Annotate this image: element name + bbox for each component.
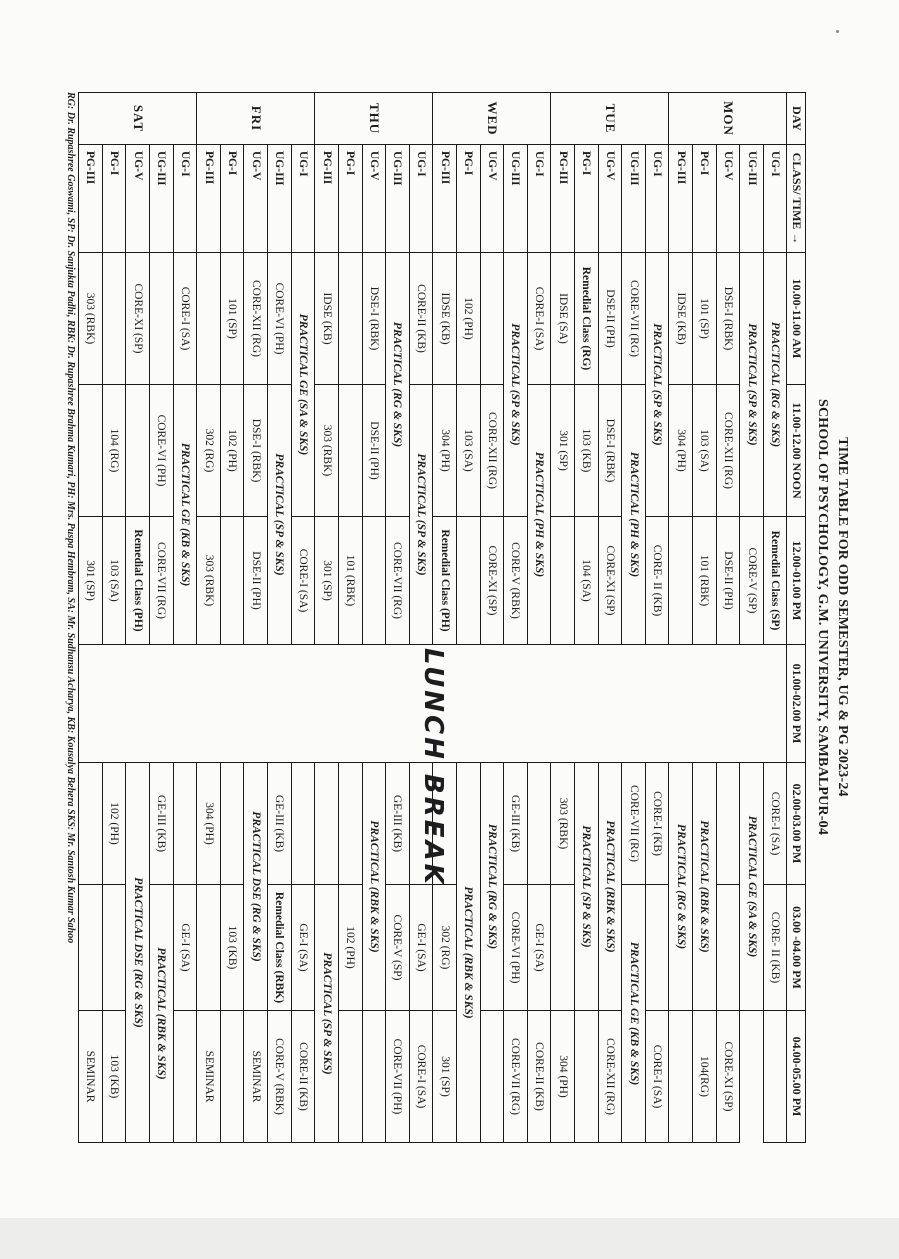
- class-cell: UG-I: [291, 145, 315, 253]
- schedule-cell: IDSE (SA): [551, 253, 575, 385]
- class-cell: UG-I: [173, 145, 197, 253]
- schedule-cell: [315, 763, 339, 885]
- schedule-cell: [480, 1011, 504, 1143]
- schedule-cell: [173, 1011, 197, 1143]
- table-row: [693, 93, 717, 1143]
- table-row: [220, 93, 244, 1143]
- table-row: [173, 93, 197, 1143]
- day-cell: MON: [669, 93, 787, 145]
- schedule-cell: PRACTICAL (SP & SKS): [409, 385, 433, 645]
- schedule-cell: [197, 253, 221, 385]
- schedule-cell: Remedial Class (RG): [575, 253, 599, 385]
- schedule-cell: PRACTICAL (SP & SKS): [575, 763, 599, 1011]
- schedule-cell: 303 (RBK): [79, 253, 103, 385]
- table-row: [150, 93, 174, 1143]
- day-cell: WED: [433, 93, 551, 145]
- schedule-cell: 102 (PH): [456, 253, 480, 385]
- schedule-cell: [291, 763, 315, 885]
- schedule-cell: [173, 763, 197, 885]
- schedule-cell: CORE-I (SA): [763, 763, 787, 885]
- class-cell: PG-I: [693, 145, 717, 253]
- schedule-cell: CORE-XII (RG): [480, 385, 504, 517]
- schedule-cell: 301 (SP): [551, 385, 575, 517]
- table-row: [763, 93, 787, 1143]
- class-cell: UG-III: [150, 145, 174, 253]
- table-row: [244, 93, 268, 1143]
- schedule-cell: 304 (PH): [551, 1011, 575, 1143]
- schedule-cell: GE-I (SA): [527, 885, 551, 1011]
- schedule-cell: [551, 885, 575, 1011]
- schedule-cell: PRACTICAL (PH & SKS): [527, 385, 551, 645]
- class-cell: UG-III: [504, 145, 528, 253]
- schedule-cell: DSE-II (PH): [362, 385, 386, 517]
- schedule-cell: 301 (SP): [79, 517, 103, 645]
- header-day: DAY: [787, 93, 806, 145]
- schedule-cell: [338, 1011, 362, 1143]
- class-cell: PG-I: [575, 145, 599, 253]
- schedule-cell: PRACTICAL DSE (RG & SKS): [244, 763, 268, 1011]
- timetable: [78, 92, 806, 1143]
- schedule-cell: CORE-XII (RG): [716, 385, 740, 517]
- class-cell: PG-III: [315, 145, 339, 253]
- schedule-cell: CORE-II (KB): [409, 253, 433, 385]
- schedule-cell: CORE-I (SA): [291, 517, 315, 645]
- table-row: [645, 93, 669, 1143]
- schedule-cell: [220, 1011, 244, 1143]
- schedule-cell: PRACTICAL GE (SA & SKS): [740, 763, 764, 1011]
- schedule-cell: [362, 517, 386, 645]
- lunch-break-label: LUNCH BREAK: [417, 648, 448, 887]
- day-cell: THU: [315, 93, 433, 145]
- schedule-cell: IDSE (KB): [669, 253, 693, 385]
- schedule-cell: 304 (PH): [197, 763, 221, 885]
- schedule-cell: DSE-II (PH): [716, 517, 740, 645]
- table-row: [291, 93, 315, 1143]
- schedule-cell: GE-III (KB): [150, 763, 174, 885]
- class-cell: UG-I: [409, 145, 433, 253]
- schedule-cell: PRACTICAL (RG & SKS): [480, 763, 504, 1011]
- class-cell: UG-I: [763, 145, 787, 253]
- schedule-cell: CORE-I (SA): [409, 1011, 433, 1143]
- table-row: [740, 93, 764, 1143]
- schedule-cell: PRACTICAL (RBK & SKS): [693, 763, 717, 1011]
- schedule-cell: CORE-VII (RG): [150, 517, 174, 645]
- day-cell: TUE: [551, 93, 669, 145]
- schedule-cell: GE-III (KB): [268, 763, 292, 885]
- schedule-cell: [220, 763, 244, 885]
- schedule-cell: CORE-I (SA): [645, 1011, 669, 1143]
- schedule-cell: GE-III (KB): [386, 763, 410, 885]
- schedule-cell: IDSE (KB): [433, 253, 457, 385]
- day-cell: FRI: [197, 93, 315, 145]
- table-row: [551, 93, 575, 1143]
- schedule-cell: CORE-V (SP): [386, 885, 410, 1011]
- schedule-cell: 101 (RBK): [338, 517, 362, 645]
- schedule-cell: [527, 763, 551, 885]
- schedule-cell: PRACTICAL GE (KB & SKS): [622, 885, 646, 1143]
- schedule-cell: 304 (PH): [433, 385, 457, 517]
- schedule-cell: CORE-VI (PH): [268, 253, 292, 385]
- schedule-cell: 103 (SA): [693, 385, 717, 517]
- schedule-cell: GE-I (SA): [173, 885, 197, 1011]
- schedule-cell: [456, 517, 480, 645]
- schedule-cell: CORE-VII (RG): [386, 517, 410, 645]
- header-slot: 04.00-05.00 PM: [787, 1011, 806, 1143]
- schedule-cell: PRACTICAL (RBK & SKS): [362, 763, 386, 1011]
- class-cell: PG-I: [102, 145, 126, 253]
- schedule-cell: CORE-XI (SP): [480, 517, 504, 645]
- schedule-cell: [197, 885, 221, 1011]
- schedule-cell: DSE-I (RBK): [598, 385, 622, 517]
- faculty-legend: RG: Dr. Rupashree Goswami, SP: Dr. Sanjukta Padhi, RBK: Dr. Rupashree Brahma Kumari, PH: Mrs. Puspa Hembram, SA: Mr. Sudhansu Acharya, KB: Kousalya Behera SKS: Mr. Santosh Kumar Sahoo: [65, 92, 76, 944]
- table-row: [456, 93, 480, 1143]
- class-cell: UG-III: [386, 145, 410, 253]
- schedule-cell: PRACTICAL (SP & SKS): [315, 885, 339, 1143]
- table-row: [716, 93, 740, 1143]
- schedule-cell: 103 (SA): [456, 385, 480, 517]
- header-row: [787, 93, 806, 1143]
- timetable-rotated-frame: [65, 92, 852, 1142]
- schedule-cell: PRACTICAL (SP & SKS): [645, 253, 669, 517]
- schedule-cell: CORE-I (SA): [527, 253, 551, 385]
- schedule-cell: CORE-II (KB): [527, 1011, 551, 1143]
- schedule-cell: CORE-XI (SP): [598, 517, 622, 645]
- schedule-cell: CORE-VI (PH): [150, 385, 174, 517]
- schedule-cell: [551, 517, 575, 645]
- schedule-cell: [645, 885, 669, 1011]
- schedule-cell: 104 (RG): [102, 385, 126, 517]
- schedule-cell: 301 (SP): [433, 1011, 457, 1143]
- schedule-cell: PRACTICAL (RG & SKS): [763, 253, 787, 517]
- schedule-cell: [79, 885, 103, 1011]
- schedule-cell: CORE-XII (RG): [598, 1011, 622, 1143]
- title-line-2: SCHOOL OF PSYCHOLOGY, G.M. UNIVERSITY, SAMBALPUR-04: [815, 398, 830, 836]
- table-row: [622, 93, 646, 1143]
- schedule-cell: Remedial Class (RBK): [268, 885, 292, 1011]
- schedule-cell: [362, 1011, 386, 1143]
- schedule-cell: DSE-I (RBK): [716, 253, 740, 385]
- schedule-cell: 303 (RBK): [197, 517, 221, 645]
- schedule-cell: 303 (RBK): [315, 385, 339, 517]
- class-cell: UG-V: [480, 145, 504, 253]
- header-slot: 11.00-12.00 NOON: [787, 385, 806, 517]
- schedule-cell: GE-I (SA): [409, 885, 433, 1011]
- schedule-cell: GE-III (KB): [504, 763, 528, 885]
- schedule-cell: CORE- II (KB): [645, 517, 669, 645]
- header-slot: 12.00-01.00 PM: [787, 517, 806, 645]
- table-row: [126, 93, 150, 1143]
- class-cell: PG-III: [79, 145, 103, 253]
- speck: [836, 30, 839, 33]
- schedule-cell: PRACTICAL (PH & SKS): [622, 385, 646, 645]
- class-cell: UG-I: [527, 145, 551, 253]
- schedule-cell: [102, 253, 126, 385]
- class-cell: PG-III: [551, 145, 575, 253]
- class-cell: PG-III: [433, 145, 457, 253]
- day-cell: SAT: [79, 93, 197, 145]
- title-line-1: TIME TABLE FOR ODD SEMESTER, UG & PG 2023-24: [835, 437, 850, 797]
- table-row: [386, 93, 410, 1143]
- schedule-cell: CORE-XI (SP): [126, 253, 150, 385]
- table-row: [79, 93, 103, 1143]
- schedule-cell: 104(RG): [693, 1011, 717, 1143]
- schedule-cell: Remedial Class (SP): [763, 517, 787, 645]
- schedule-cell: 101 (SP): [220, 253, 244, 385]
- schedule-cell: 101 (RBK): [693, 517, 717, 645]
- class-cell: UG-III: [268, 145, 292, 253]
- table-row: [315, 93, 339, 1143]
- schedule-cell: [150, 253, 174, 385]
- table-row: [362, 93, 386, 1143]
- class-cell: PG-I: [220, 145, 244, 253]
- schedule-cell: PRACTICAL (SP & SKS): [740, 253, 764, 517]
- table-row: [575, 93, 599, 1143]
- schedule-cell: PRACTICAL (RBK & SKS): [598, 763, 622, 1011]
- schedule-cell: 101 (SP): [693, 253, 717, 385]
- table-row: [598, 93, 622, 1143]
- schedule-cell: 103 (SA): [102, 517, 126, 645]
- schedule-cell: CORE-VII (PH): [386, 1011, 410, 1143]
- schedule-cell: DSE-II (PH): [244, 517, 268, 645]
- schedule-cell: GE-I (SA): [291, 885, 315, 1011]
- schedule-cell: [79, 763, 103, 885]
- schedule-cell: CORE-V (RBK): [268, 1011, 292, 1143]
- schedule-cell: SEMINAR: [79, 1011, 103, 1143]
- schedule-cell: [716, 885, 740, 1011]
- schedule-cell: [79, 385, 103, 517]
- header-slot: 01.00-02.00 PM: [787, 645, 806, 763]
- schedule-cell: CORE-V (RBK): [504, 517, 528, 645]
- schedule-cell: [102, 885, 126, 1011]
- class-cell: PG-III: [197, 145, 221, 253]
- class-cell: PG-I: [456, 145, 480, 253]
- table-row: [197, 93, 221, 1143]
- schedule-cell: 103 (KB): [575, 385, 599, 517]
- schedule-cell: 302 (RG): [433, 885, 457, 1011]
- schedule-cell: Remedial Class (PH): [126, 517, 150, 645]
- schedule-cell: PRACTICAL (RG & SKS): [669, 763, 693, 1011]
- table-row: [669, 93, 693, 1143]
- table-row: [268, 93, 292, 1143]
- schedule-cell: PRACTICAL (RBK & SKS): [456, 763, 480, 1143]
- table-row: [338, 93, 362, 1143]
- schedule-cell: PRACTICAL (RBK & SKS): [150, 885, 174, 1143]
- document-title: [806, 92, 852, 1142]
- schedule-cell: [338, 253, 362, 385]
- schedule-cell: 301 (SP): [315, 517, 339, 645]
- schedule-cell: PRACTICAL (SP & SKS): [504, 253, 528, 517]
- schedule-cell: SEMINAR: [244, 1011, 268, 1143]
- schedule-cell: PRACTICAL GE (SA & SKS): [291, 253, 315, 517]
- schedule-cell: CORE-VI (PH): [504, 885, 528, 1011]
- schedule-cell: [338, 385, 362, 517]
- class-cell: UG-V: [362, 145, 386, 253]
- schedule-cell: [669, 517, 693, 645]
- header-class-time: [787, 145, 806, 253]
- schedule-cell: DSE-II (PH): [598, 253, 622, 385]
- schedule-cell: CORE-II (KB): [291, 1011, 315, 1143]
- schedule-cell: PRACTICAL (RG & SKS): [386, 253, 410, 517]
- schedule-cell: CORE-VII (RG): [622, 253, 646, 385]
- schedule-cell: CORE-VII (RG): [504, 1011, 528, 1143]
- schedule-cell: CORE-VII (RG): [622, 763, 646, 885]
- schedule-cell: SEMINAR: [197, 1011, 221, 1143]
- schedule-cell: 103 (KB): [220, 885, 244, 1011]
- schedule-cell: [716, 763, 740, 885]
- schedule-cell: [338, 763, 362, 885]
- schedule-cell: CORE-I (SA): [173, 253, 197, 385]
- timetable-body: [79, 93, 788, 1143]
- class-cell: UG-V: [598, 145, 622, 253]
- schedule-cell: Remedial Class (PH): [433, 517, 457, 645]
- schedule-cell: [763, 1011, 787, 1143]
- class-cell: PG-I: [338, 145, 362, 253]
- schedule-cell: 103 (KB): [102, 1011, 126, 1143]
- class-time-label: CLASS/ TIME: [789, 152, 804, 230]
- header-slot: 02.00-03.00 PM: [787, 763, 806, 885]
- schedule-cell: [575, 1011, 599, 1143]
- schedule-cell: PRACTICAL (SP & SKS): [268, 385, 292, 645]
- schedule-cell: 102 (PH): [220, 385, 244, 517]
- schedule-cell: 302 (RG): [197, 385, 221, 517]
- schedule-cell: [220, 517, 244, 645]
- schedule-cell: PRACTICAL DSE (RG & SKS): [126, 763, 150, 1143]
- page-bottom-edge: [0, 1218, 899, 1259]
- table-row: [527, 93, 551, 1143]
- header-slot: 03.00 -04.00 PM: [787, 885, 806, 1011]
- schedule-cell: DSE-I (RBK): [362, 253, 386, 385]
- schedule-cell: [669, 1011, 693, 1143]
- class-cell: UG-III: [740, 145, 764, 253]
- arrow-right-icon: →: [789, 232, 804, 245]
- table-row: [504, 93, 528, 1143]
- class-cell: PG-III: [669, 145, 693, 253]
- schedule-cell: DSE-I (RBK): [244, 385, 268, 517]
- schedule-cell: 104 (SA): [575, 517, 599, 645]
- schedule-cell: [480, 253, 504, 385]
- table-row: [102, 93, 126, 1143]
- table-row: [480, 93, 504, 1143]
- schedule-cell: CORE-XI (SP): [716, 1011, 740, 1143]
- schedule-cell: IDSE (KB): [315, 253, 339, 385]
- schedule-cell: CORE-V (SP): [740, 517, 764, 645]
- schedule-cell: [126, 385, 150, 517]
- schedule-cell: CORE-I (KB): [645, 763, 669, 885]
- class-cell: UG-III: [622, 145, 646, 253]
- table-row: [433, 93, 457, 1143]
- schedule-cell: 102 (PH): [102, 763, 126, 885]
- schedule-cell: CORE-XII (RG): [244, 253, 268, 385]
- header-slot: 10.00-11.00 AM: [787, 253, 806, 385]
- schedule-cell: 102 (PH): [338, 885, 362, 1011]
- schedule-cell: PRACTICAL GE (KB & SKS): [173, 385, 197, 645]
- class-cell: UG-I: [645, 145, 669, 253]
- class-cell: UG-V: [716, 145, 740, 253]
- table-row: [409, 93, 433, 1143]
- class-cell: UG-V: [126, 145, 150, 253]
- schedule-cell: 303 (RBK): [551, 763, 575, 885]
- schedule-cell: 304 (PH): [669, 385, 693, 517]
- schedule-cell: CORE- II (KB): [763, 885, 787, 1011]
- class-cell: UG-V: [244, 145, 268, 253]
